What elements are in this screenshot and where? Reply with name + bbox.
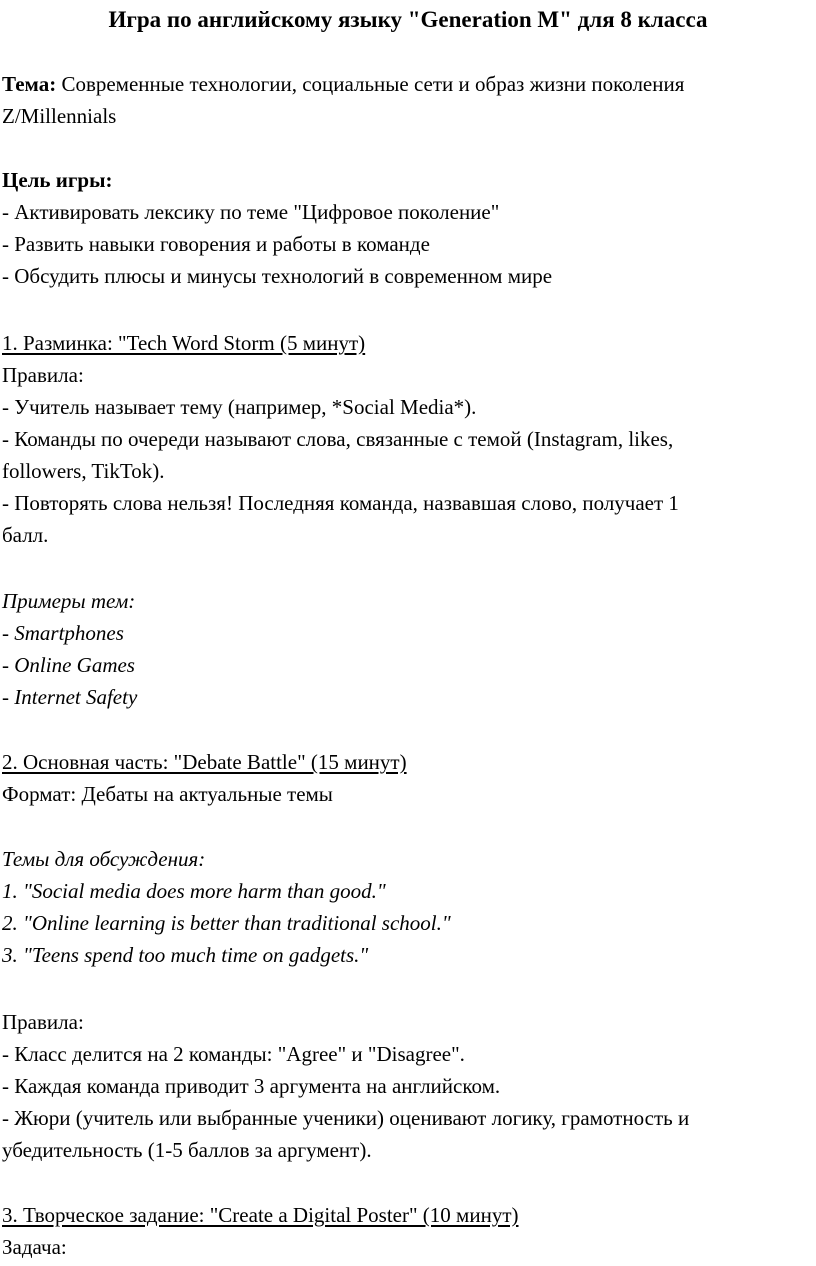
section1-rule: - Повторять слова нельзя! Последняя команда, назвавшая слово, получает 1 <box>2 491 679 515</box>
debate-topic: 3. "Teens spend too much time on gadgets." <box>2 943 369 967</box>
section2-rule: - Каждая команда приводит 3 аргумента на английском. <box>2 1074 501 1098</box>
example-item: - Internet Safety <box>2 685 138 709</box>
debate-topic: 1. "Social media does more harm than good." <box>2 879 386 903</box>
topic-label: Тема: <box>2 72 57 96</box>
section2-rule: убедительность (1-5 баллов за аргумент). <box>2 1138 372 1162</box>
goal-heading: Цель игры: <box>2 168 113 192</box>
section1-rule: followers, TikTok). <box>2 459 165 483</box>
section2-rule: - Класс делится на 2 команды: "Agree" и "Disagree". <box>2 1042 465 1066</box>
section3-task-label: Задача: <box>2 1235 67 1259</box>
topic-line-2: Z/Millennials <box>2 104 117 128</box>
debate-topic: 2. "Online learning is better than traditional school." <box>2 911 451 935</box>
section1-rules-label: Правила: <box>2 363 84 387</box>
section2-format: Формат: Дебаты на актуальные темы <box>2 782 333 806</box>
goal-item: - Активировать лексику по теме "Цифровое поколение" <box>2 200 500 224</box>
topic-text: Современные технологии, социальные сети и образ жизни поколения <box>56 72 685 96</box>
section2-rules-label: Правила: <box>2 1010 84 1034</box>
section1-rule: балл. <box>2 523 49 547</box>
example-item: - Online Games <box>2 653 135 677</box>
section1-rule: - Команды по очереди называют слова, связанные с темой (Instagram, likes, <box>2 427 674 451</box>
section1-heading: 1. Разминка: "Tech Word Storm (5 минут) <box>2 331 366 355</box>
examples-heading: Примеры тем: <box>2 589 136 613</box>
goal-item: - Развить навыки говорения и работы в команде <box>2 232 430 256</box>
document-title: Игра по английскому языку "Generation M" для 8 класса <box>108 7 708 32</box>
topic-line-1 <box>2 68 684 100</box>
section2-rule: - Жюри (учитель или выбранные ученики) оценивают логику, грамотность и <box>2 1106 690 1130</box>
section1-rule: - Учитель называет тему (например, *Social Media*). <box>2 395 477 419</box>
section2-heading: 2. Основная часть: "Debate Battle" (15 минут) <box>2 750 407 774</box>
section3-heading: 3. Творческое задание: "Create a Digital Poster" (10 минут) <box>2 1203 519 1227</box>
topics-heading: Темы для обсуждения: <box>2 847 206 871</box>
goal-item: - Обсудить плюсы и минусы технологий в современном мире <box>2 264 553 288</box>
example-item: - Smartphones <box>2 621 124 645</box>
